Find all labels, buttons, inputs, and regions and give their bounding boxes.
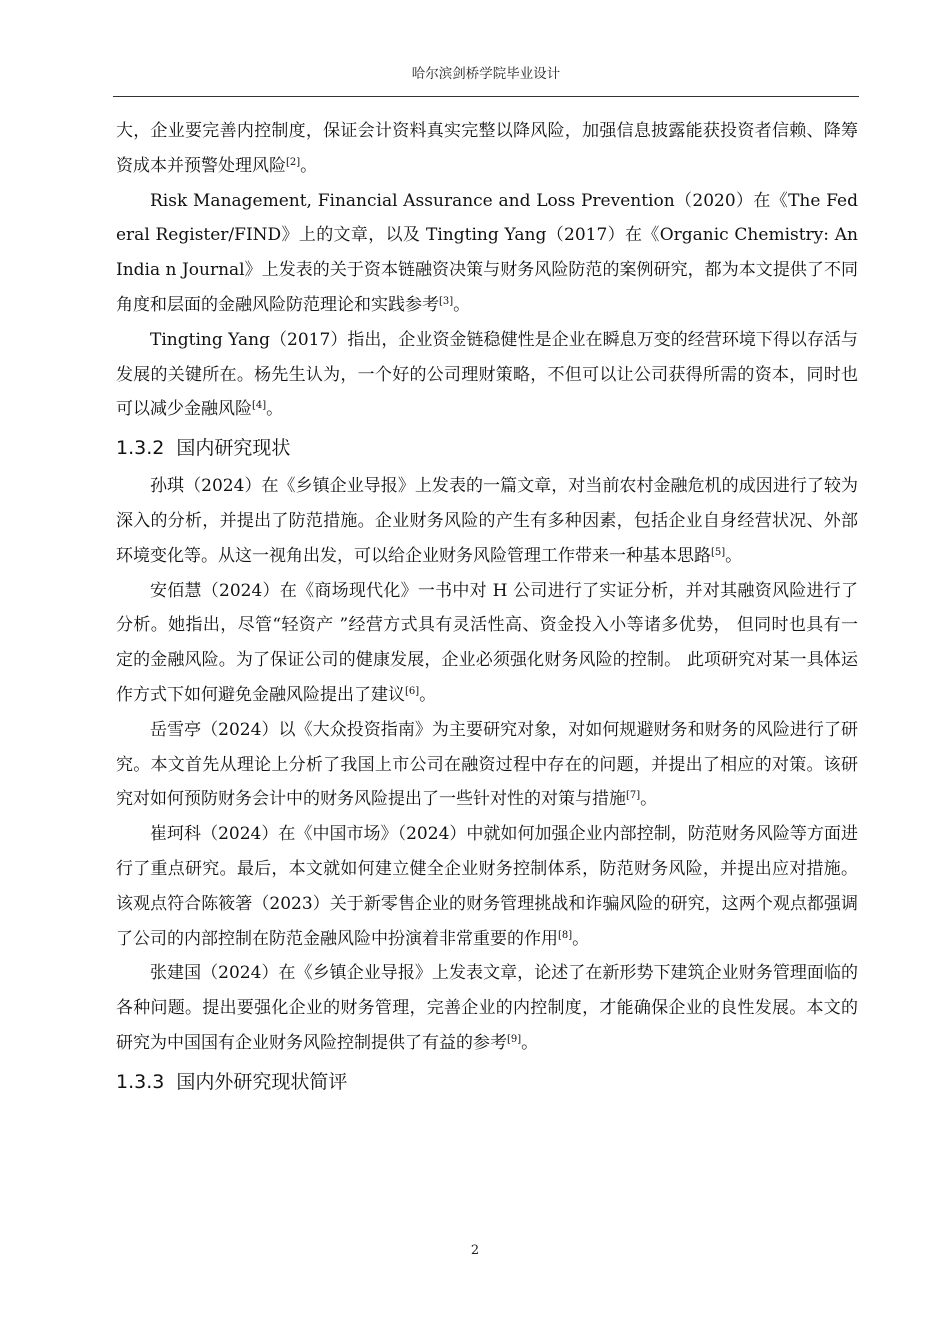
section-heading-1-3-3: 1.3.3 国内外研究现状简评 <box>116 1070 348 1093</box>
page-header: 哈尔滨剑桥学院毕业设计 <box>411 66 561 82</box>
citation-ref: [6] <box>405 685 420 697</box>
citation-ref: [4] <box>252 400 267 412</box>
citation-ref: [5] <box>711 546 726 558</box>
header-rule <box>113 96 859 97</box>
paragraph: 张建国（2024）在《乡镇企业导报》上发表文章，论述了在新形势下建筑企业财务管理面临的各种问题。提出要强化企业的财务管理，完善企业的内控制度，才能确保企业的良性发展。本文的研究为中国国有企业财务风险控制提供了有益的参考[9]。 <box>116 963 858 1053</box>
paragraph: 安佰慧（2024）在《商场现代化》一书中对 H 公司进行了实证分析，并对其融资风险进行了分析。她指出，尽管“轻资产 ”经营方式具有灵活性高、资金投入小等诸多优势， 但同时也具有一定的金融风险。为了保证公司的健康发展，企业必须强化财务风险的控制。 此项研究对某一具体运作方式下如何避免金融风险提出了建议[6]。 <box>116 580 858 705</box>
paragraph: 大，企业要完善内控制度，保证会计资料真实完整以降风险，加强信息披露能获投资者信赖、降筹资成本并预警处理风险[2]。 <box>116 121 858 176</box>
paragraph: Tingting Yang（2017）指出，企业资金链稳健性是企业在瞬息万变的经营环境下得以存活与发展的关键所在。杨先生认为，一个好的公司理财策略，不但可以让公司获得所需的资本，同时也可以减少金融风险[4]。 <box>116 329 858 420</box>
paragraph: 岳雪亭（2024）以《大众投资指南》为主要研究对象，对如何规避财务和财务的风险进行了研究。本文首先从理论上分析了我国上市公司在融资过程中存在的问题，并提出了相应的对策。该研究对如何预防财务会计中的财务风险提出了一些针对性的对策与措施[7]。 <box>116 719 858 810</box>
body-content <box>116 114 858 1103</box>
citation-ref: [7] <box>626 790 641 802</box>
citation-ref: [9] <box>507 1033 522 1045</box>
paragraph: 崔珂科（2024）在《中国市场》（2024）中就如何加强企业内部控制，防范财务风险等方面进行了重点研究。最后，本文就如何建立健全企业财务控制体系，防范财务风险，并提出应对措施。该观点符合陈筱箸（2023）关于新零售企业的财务管理挑战和诈骗风险的研究，这两个观点都强调了公司的内部控制在防范金融风险中扮演着非常重要的作用[8]。 <box>116 824 858 949</box>
paragraph: 孙琪（2024）在《乡镇企业导报》上发表的一篇文章，对当前农村金融危机的成因进行了较为深入的分析，并提出了防范措施。企业财务风险的产生有多种因素，包括企业自身经营状况、外部环境变化等。从这一视角出发，可以给企业财务风险管理工作带来一种基本思路[5]。 <box>116 476 858 566</box>
section-heading-1-3-2: 1.3.2 国内研究现状 <box>116 437 291 460</box>
citation-ref: [3] <box>439 295 454 307</box>
paragraph: Risk Management, Financial Assurance and Loss Prevention（2020）在《The Federal Register/FIND》上的文章，以及 Tingting Yang（2017）在《Organic Chemistry: An India n Journal》上发表的关于资本链融资决策与财务风险防范的案例研究，都为本文提供了不同角度和层面的金融风险防范理论和实践参考[3]。 <box>116 190 858 315</box>
page-number: 2 <box>470 1243 480 1258</box>
citation-ref: [8] <box>558 929 573 941</box>
citation-ref: [2] <box>286 156 301 168</box>
